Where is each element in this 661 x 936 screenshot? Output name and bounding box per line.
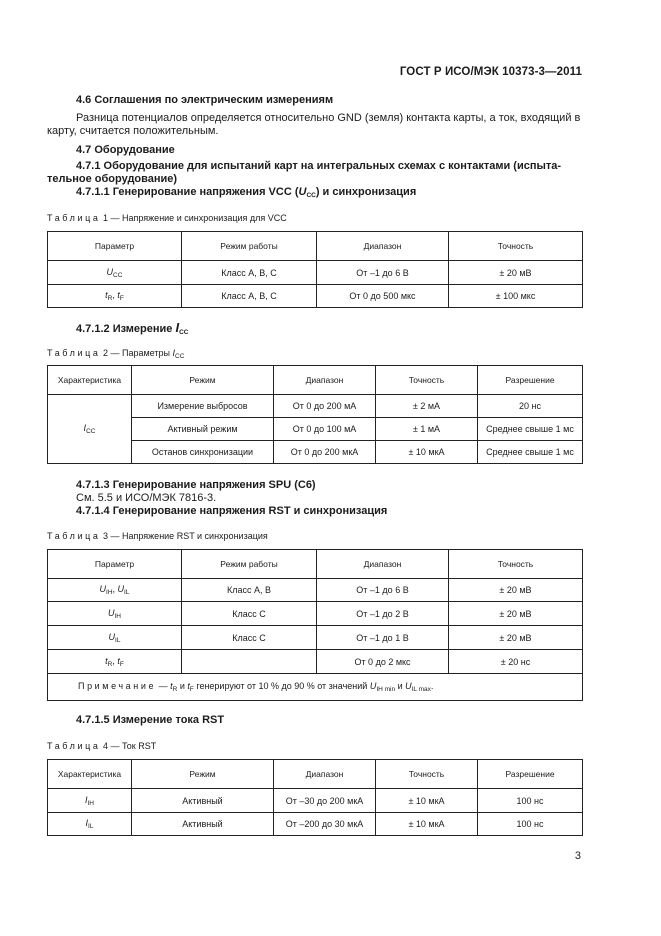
section-4-7-1-4-title: 4.7.1.4 Генерирование напряжения RST и синхронизация — [76, 505, 388, 517]
table3-range: От 0 до 2 мкс — [317, 650, 449, 674]
table-row — [48, 813, 583, 836]
table2-resolution: 20 нс — [478, 395, 583, 418]
table3-note: Примечание — $t_R$ и $t_F$ генерируют от 10 % до 90 % от значений $U_{IH min}$ и $U_{IL max}$. — [48, 674, 583, 701]
table4-caption: Таблица 4 — Ток RST — [47, 741, 157, 751]
table4-header: Разрешение — [478, 760, 583, 789]
table4-header: Диапазон — [274, 760, 376, 789]
table2-mode: Активный режим — [132, 418, 274, 441]
table-row — [48, 579, 583, 602]
table1-header: Режим работы — [182, 232, 317, 261]
table2-resolution: Среднее свыше 1 мс — [478, 418, 583, 441]
table2-header: Характеристика — [48, 366, 132, 395]
table-row — [48, 650, 583, 674]
section-4-7-1-title-line1: 4.7.1 Оборудование для испытаний карт на интегральных схемах с контактами (испыта- — [76, 160, 562, 172]
table2-header: Разрешение — [478, 366, 583, 395]
table-note-row — [48, 674, 583, 701]
table3-range: От –1 до 1 В — [317, 626, 449, 650]
table4-range: От –30 до 200 мкА — [274, 789, 376, 813]
table3-accuracy: ± 20 мВ — [449, 626, 583, 650]
section-4-7-1-2-title: 4.7.1.2 Измерение $I_{CC}$ — [76, 320, 189, 336]
table2-accuracy: ± 10 мкА — [376, 441, 478, 464]
section-4-7-title: 4.7 Оборудование — [76, 144, 175, 156]
table2-mode: Измерение выбросов — [132, 395, 274, 418]
table2-accuracy: ± 2 мА — [376, 395, 478, 418]
table-row — [48, 626, 583, 650]
table1-mode: Класс А, В, С — [182, 285, 317, 308]
table2-header: Точность — [376, 366, 478, 395]
section-4-7-1-3-title: 4.7.1.3 Генерирование напряжения SPU (C6) — [76, 479, 316, 491]
table3 — [47, 549, 583, 701]
table2-resolution: Среднее свыше 1 мс — [478, 441, 583, 464]
table4-accuracy: ± 10 мкА — [376, 813, 478, 836]
table1-mode: Класс А, В, С — [182, 261, 317, 285]
table3-accuracy: ± 20 нс — [449, 650, 583, 674]
table4-characteristic: $I_{IL}$ — [48, 813, 132, 836]
table3-param: $U_{IH}$, $U_{IL}$ — [48, 579, 182, 602]
table4-mode: Активный — [132, 813, 274, 836]
section-4-6-paragraph-line1: Разница потенциалов определяется относительно GND (земля) контакта карты, а ток, входящий в — [76, 112, 581, 124]
table4 — [47, 759, 583, 836]
section-4-7-1-title-line2: тельное оборудование) — [47, 173, 178, 185]
section-4-7-1-3-text: См. 5.5 и ИСО/МЭК 7816-3. — [76, 492, 217, 504]
table4-resolution: 100 нс — [478, 789, 583, 813]
table-row — [48, 285, 583, 308]
table4-header: Режим — [132, 760, 274, 789]
table1 — [47, 231, 583, 308]
table2-header: Режим — [132, 366, 274, 395]
table3-mode: Класс С — [182, 626, 317, 650]
table2-mode: Останов синхронизации — [132, 441, 274, 464]
section-4-7-1-1-title: 4.7.1.1 Генерирование напряжения VCC $(U_{CC})$ и синхронизация — [76, 186, 417, 199]
section-4-6-paragraph-line2: карту, считается положительным. — [47, 125, 219, 137]
table3-header: Точность — [449, 550, 583, 579]
table4-header: Характеристика — [48, 760, 132, 789]
table3-accuracy: ± 20 мВ — [449, 579, 583, 602]
table3-header: Диапазон — [317, 550, 449, 579]
table1-header: Диапазон — [317, 232, 449, 261]
table2-range: От 0 до 200 мкА — [274, 441, 376, 464]
table2 — [47, 365, 583, 464]
table4-accuracy: ± 10 мкА — [376, 789, 478, 813]
table3-param: $U_{IH}$ — [48, 602, 182, 626]
table4-characteristic: $I_{IH}$ — [48, 789, 132, 813]
table3-caption: Таблица 3 — Напряжение RST и синхронизация — [47, 531, 268, 541]
table3-param: $U_{IL}$ — [48, 626, 182, 650]
table2-characteristic: $I_{CC}$ — [48, 395, 132, 464]
table1-header: Точность — [449, 232, 583, 261]
table3-mode: Класс А, В — [182, 579, 317, 602]
table-row — [48, 395, 583, 418]
table3-range: От –1 до 6 В — [317, 579, 449, 602]
table4-mode: Активный — [132, 789, 274, 813]
table-row — [48, 261, 583, 285]
table2-header: Диапазон — [274, 366, 376, 395]
table4-header: Точность — [376, 760, 478, 789]
table4-range: От –200 до 30 мкА — [274, 813, 376, 836]
table1-range: От –1 до 6 В — [317, 261, 449, 285]
table3-accuracy: ± 20 мВ — [449, 602, 583, 626]
table1-caption: Таблица 1 — Напряжение и синхронизация для VCC — [47, 213, 287, 223]
table1-header: Параметр — [48, 232, 182, 261]
table3-header: Параметр — [48, 550, 182, 579]
table4-resolution: 100 нс — [478, 813, 583, 836]
table3-mode: Класс С — [182, 602, 317, 626]
table1-param: $U_{CC}$ — [48, 261, 182, 285]
page-number: 3 — [574, 850, 581, 862]
table2-range: От 0 до 200 мА — [274, 395, 376, 418]
table-row — [48, 789, 583, 813]
section-4-6-title: 4.6 Соглашения по электрическим измерениям — [76, 94, 334, 106]
document-header: ГОСТ Р ИСО/МЭК 10373-3—2011 — [399, 66, 582, 78]
table3-param: $t_R$, $t_F$ — [48, 650, 182, 674]
table3-header: Режим работы — [182, 550, 317, 579]
table2-caption: Таблица 2 — Параметры $I_{CC}$ — [47, 348, 185, 360]
table1-param: $t_R$, $t_F$ — [48, 285, 182, 308]
table2-range: От 0 до 100 мА — [274, 418, 376, 441]
section-4-7-1-5-title: 4.7.1.5 Измерение тока RST — [76, 714, 225, 726]
table2-accuracy: ± 1 мА — [376, 418, 478, 441]
table1-accuracy: ± 20 мВ — [449, 261, 583, 285]
table3-mode — [182, 650, 317, 674]
table1-accuracy: ± 100 мкс — [449, 285, 583, 308]
table-row — [48, 602, 583, 626]
table3-range: От –1 до 2 В — [317, 602, 449, 626]
table1-range: От 0 до 500 мкс — [317, 285, 449, 308]
